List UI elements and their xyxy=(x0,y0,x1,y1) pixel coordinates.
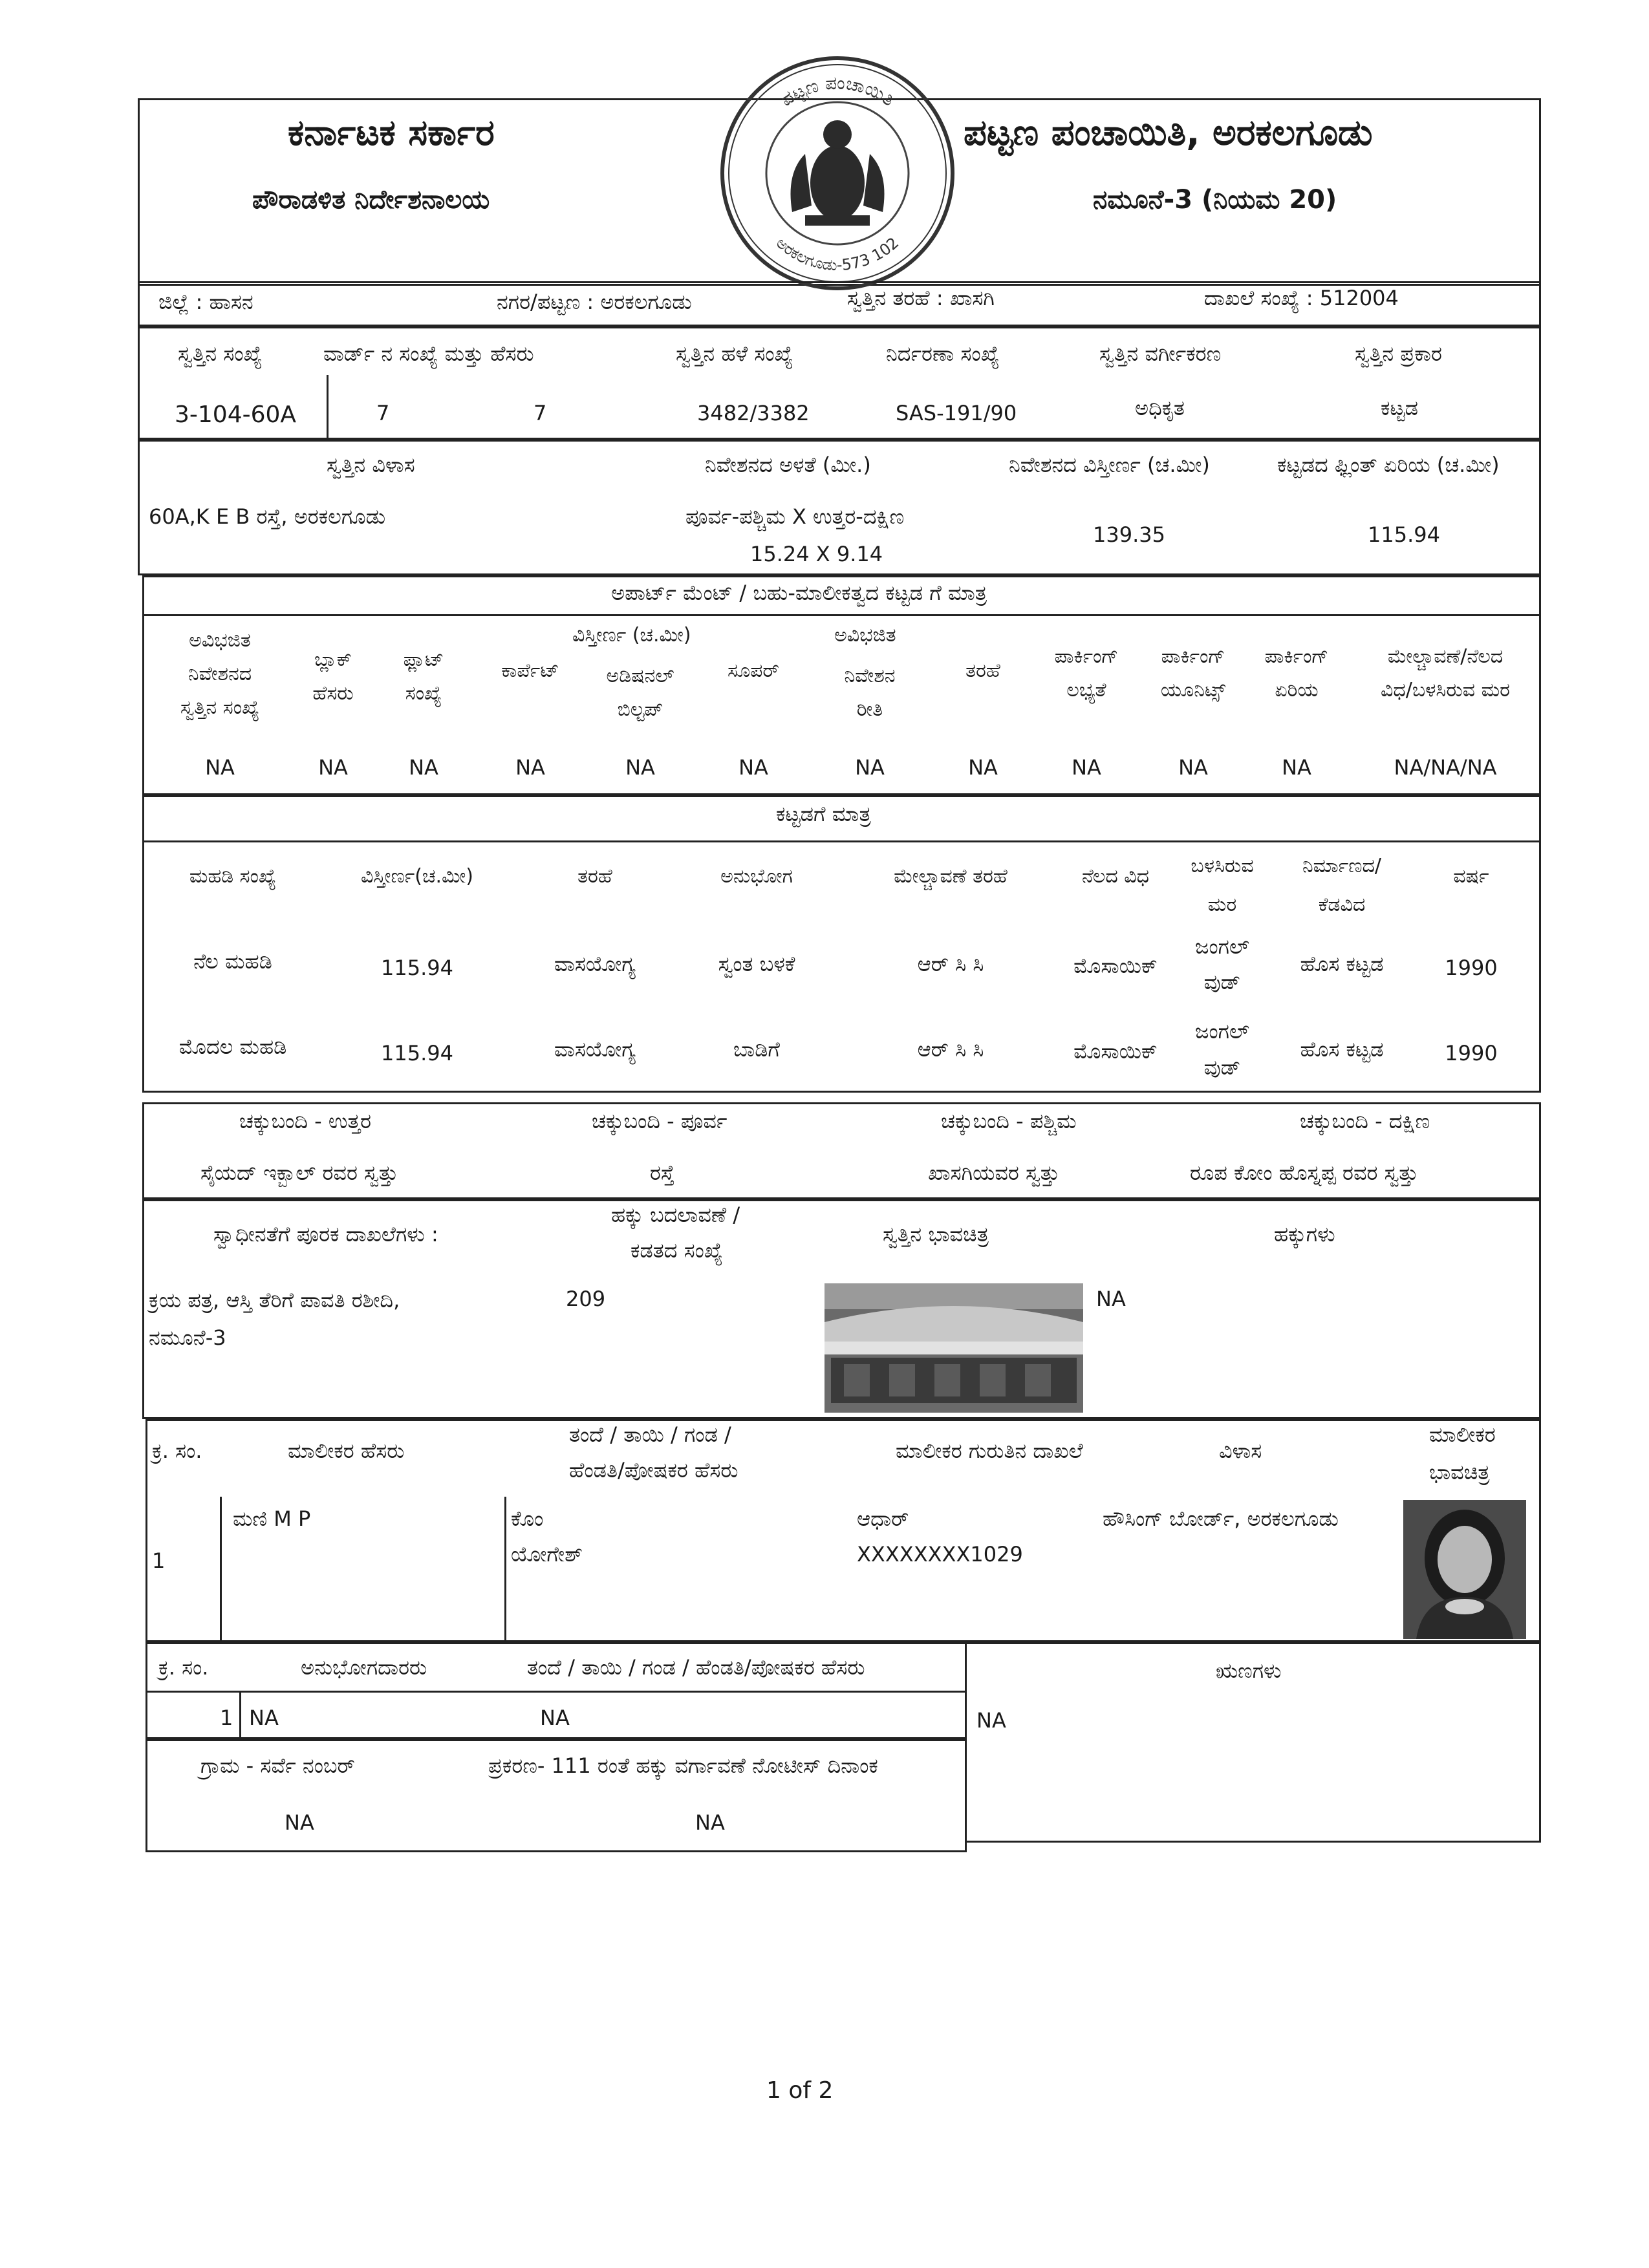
classification-value: ಅಧಿಕೃತ xyxy=(1135,396,1185,420)
apartment-value: NA xyxy=(205,755,235,780)
owner-name-value: ಮಣಿ M P xyxy=(233,1506,311,1531)
flooring-cell: ಮೊಸಾಯಿಕ್ xyxy=(1073,954,1158,978)
rights-header: ಹಕ್ಕುಗಳು xyxy=(1274,1222,1335,1246)
address-value: 60A,K E B ರಸ್ತೆ, ಅರಕಲಗೂಡು xyxy=(149,504,386,529)
divider xyxy=(220,1497,222,1642)
district-field: ಜಿಲ್ಲೆ : ಹಾಸನ xyxy=(158,290,253,314)
owner-sl-header: ಕ್ರ. ಸಂ. xyxy=(152,1439,202,1463)
seal-top-text: ಪಟ್ಟಣ ಪಂಚಾಯಿತಿ xyxy=(776,72,899,111)
owner-address-value: ಹೌಸಿಂಗ್ ಬೋರ್ಡ್, ಅರಕಲಗೂಡು xyxy=(1103,1506,1339,1531)
address-header: ಸ್ವತ್ತಿನ ವಿಳಾಸ xyxy=(327,453,415,477)
divider xyxy=(239,1691,241,1739)
property-number-header: ಸ್ವತ್ತಿನ ಸಂಖ್ಯೆ xyxy=(178,341,263,366)
year-cell: 1990 xyxy=(1445,956,1498,980)
apartment-value: NA xyxy=(318,755,348,780)
apartment-header-parking-units: ಪಾರ್ಕಿಂಗ್ ಯೂನಿಟ್ಸ್ xyxy=(1160,645,1226,701)
apartment-header-flat: ಫ್ಲಾಟ್ ಸಂಖ್ಯೆ xyxy=(403,648,444,705)
occupant-relation-header: ತಂದೆ / ತಾಯಿ / ಗಂಡ / ಹೆಂಡತಿ/ಪೋಷಕರ ಹೆಸರು xyxy=(527,1655,865,1680)
floor-cell: ಮೊದಲ ಮಹಡಿ xyxy=(178,1034,287,1059)
panchayat-title: ಪಟ್ಟಣ ಪಂಚಾಯಿತಿ, ಅರಕಲಗೂಡು xyxy=(964,112,1373,154)
transfer-notice-header: ಪ್ರಕರಣ- 111 ರಂತೆ ಹಕ್ಕು ವರ್ಗಾವಣೆ ನೋಟೀಸ್ ದಿನಾಂಕ xyxy=(488,1753,878,1778)
apartment-value: NA xyxy=(738,755,768,780)
roof-cell: ಆರ್ ಸಿ ಸಿ xyxy=(917,1037,984,1062)
flooring-cell: ಮೊಸಾಯಿಕ್ xyxy=(1073,1039,1158,1064)
seal-bottom-text: ಅರಕಲಗೂಡು-573 102 xyxy=(772,233,903,275)
apartment-header-carpet: ಕಾರ್ಪೆಟ್ xyxy=(501,659,559,682)
divider xyxy=(142,614,1541,616)
property-photo-header: ಸ್ವತ್ತಿನ ಭಾವಚಿತ್ರ xyxy=(883,1222,989,1246)
assessment-number-header: ನಿರ್ದರಣಾ ಸಂಖ್ಯೆ xyxy=(886,341,1000,366)
owner-relation-header: ತಂದೆ / ತಾಯಿ / ಗಂಡ / xyxy=(569,1422,731,1447)
apartment-section-title: ಅಪಾರ್ಟ್ ಮೆಂಟ್ / ಬಹು-ಮಾಲೀಕತ್ವದ ಕಟ್ಟಡ ಗೆ ಮಾತ್ರ xyxy=(611,581,987,605)
area-cell: 115.94 xyxy=(381,1041,453,1065)
dimension-value: 15.24 X 9.14 xyxy=(750,542,883,566)
apartment-value: NA xyxy=(968,755,998,780)
type-cell: ವಾಸಯೋಗ್ಯ xyxy=(554,1037,636,1062)
survey-number-header: ಗ್ರಾಮ - ಸರ್ವೆ ನಂಬರ್ xyxy=(200,1753,355,1778)
building-header-type: ತರಹೆ xyxy=(577,865,612,888)
boundary-south-value: ರೂಪ ಕೋಂ ಹೊಸ್ನಪ್ಪ ರವರ ಸ್ವತ್ತು xyxy=(1190,1161,1419,1185)
building-header-flooring: ನೆಲದ ವಿಧ xyxy=(1081,865,1149,888)
area-group-header: ವಿಸ್ತೀರ್ಣ (ಚ.ಮೀ) xyxy=(572,624,691,647)
owner-relation-value: ಕೊಂ xyxy=(511,1506,544,1531)
apartment-header-additional: ಅಡಿಷನಲ್ ಬಿಲ್ಟಪ್ xyxy=(606,665,674,721)
site-dimension-header: ನಿವೇಶನದ ಅಳತೆ (ಮೀ.) xyxy=(705,453,871,477)
apartment-header-parking-area: ಪಾರ್ಕಿಂಗ್ ಏರಿಯ xyxy=(1264,645,1329,701)
owner-photo-header: ಭಾವಚಿತ್ರ xyxy=(1429,1460,1490,1484)
apartment-header-roof-floor: ಮೇಲ್ಚಾವಣೆ/ನೆಲದ ವಿಧ/ಬಳಸಿರುವ ಮರ xyxy=(1381,645,1510,701)
property-type-field: ಸ್ವತ್ತಿನ ತರಹೆ : ಖಾಸಗಿ xyxy=(847,286,995,310)
town-field: ನಗರ/ಪಟ್ಟಣ : ಅರಕಲಗೂಡು xyxy=(497,290,692,314)
record-number-field: ದಾಖಲೆ ಸಂಖ್ಯೆ : 512004 xyxy=(1204,286,1399,310)
right-change-header: ಹಕ್ಕು ಬದಲಾವಣೆ / xyxy=(611,1203,740,1227)
rights-value: NA xyxy=(1096,1287,1126,1311)
occupant-sl-header: ಕ್ರ. ಸಂ. xyxy=(158,1655,209,1680)
liabilities-header: ಋಣಗಳು xyxy=(1216,1658,1282,1683)
transfer-notice-value: NA xyxy=(695,1810,725,1835)
boundary-north-header: ಚಕ್ಕುಬಂದಿ - ಉತ್ತರ xyxy=(239,1109,372,1133)
file-number-header: ಕಡತದ ಸಂಖ್ಯೆ xyxy=(630,1238,723,1263)
building-header-usage: ಅನುಭೋಗ xyxy=(720,865,793,888)
boundary-south-header: ಚಕ್ಕುಬಂದಿ - ದಕ್ಷಿಣ xyxy=(1300,1109,1430,1133)
wood-cell: ಜಂಗಲ್ xyxy=(1194,1019,1250,1043)
roof-cell: ಆರ್ ಸಿ ಸಿ xyxy=(917,952,984,976)
owner-address-header: ವಿಳಾಸ xyxy=(1219,1439,1262,1463)
building-header-area: ವಿಸ್ತೀರ್ಣ(ಚ.ಮೀ) xyxy=(360,865,474,888)
apartment-value: NA xyxy=(515,755,545,780)
owner-relation-value: ಯೋಗೇಶ್ xyxy=(511,1542,583,1567)
wood-cell: ವುಡ್ xyxy=(1203,1055,1241,1080)
apartment-value: NA xyxy=(409,755,438,780)
status-cell: ಹೊಸ ಕಟ್ಟಡ xyxy=(1300,1037,1384,1062)
year-cell: 1990 xyxy=(1445,1041,1498,1065)
apartment-header-type: ತರಹೆ xyxy=(965,659,1000,682)
owner-id-type-value: ಆಧಾರ್ xyxy=(857,1506,909,1531)
property-number-value: 3-104-60A xyxy=(175,401,297,428)
supporting-documents-value: ಕ್ರಯ ಪತ್ರ, ಆಸ್ತಿ ತೆರಿಗೆ ಪಾವತಿ ರಶೀದಿ, xyxy=(149,1288,400,1312)
usage-cell: ಬಾಡಿಗೆ xyxy=(733,1037,780,1062)
directorate-subtitle: ಪೌರಾಡಳಿತ ನಿರ್ದೇಶನಾಲಯ xyxy=(252,185,490,215)
area-cell: 115.94 xyxy=(381,956,453,980)
ward-header: ವಾರ್ಡ್ ನ ಸಂಖ್ಯೆ ಮತ್ತು ಹೆಸರು xyxy=(323,341,534,366)
supporting-documents-value: ನಮೂನೆ-3 xyxy=(149,1325,226,1350)
site-area-value: 139.35 xyxy=(1093,522,1165,547)
plinth-area-value: 115.94 xyxy=(1368,522,1440,547)
owner-photo xyxy=(1403,1500,1526,1639)
owner-relation-header: ಹೆಂಡತಿ/ಪೋಷಕರ ಹೆಸರು xyxy=(569,1458,738,1482)
building-header-construction: ನಿರ್ಮಾಣದ/ ಕೆಡವಿದ xyxy=(1302,855,1382,916)
old-number-value: 3482/3382 xyxy=(697,401,810,425)
floor-cell: ನೆಲ ಮಹಡಿ xyxy=(193,949,272,974)
building-header-roof: ಮೇಲ್ಚಾವಣೆ ತರಹೆ xyxy=(894,865,1008,888)
state-emblem-icon xyxy=(791,120,885,226)
building-header-year: ವರ್ಷ xyxy=(1453,865,1489,888)
undivided-group-header: ಅವಿಭಜಿತ xyxy=(834,624,896,647)
apartment-header-parking-availability: ಪಾರ್ಕಿಂಗ್ ಲಭ್ಯತೆ xyxy=(1054,645,1119,701)
site-area-header: ನಿವೇಶನದ ವಿಸ್ತೀರ್ಣ (ಚ.ಮೀ) xyxy=(1009,453,1210,477)
old-number-header: ಸ್ವತ್ತಿನ ಹಳೆ ಸಂಖ್ಯೆ xyxy=(676,341,793,366)
apartment-value: NA/NA/NA xyxy=(1394,755,1497,780)
apartment-value: NA xyxy=(1282,755,1311,780)
form-number: ನಮೂನೆ-3 (ನಿಯಮ 20) xyxy=(1093,185,1337,215)
divider xyxy=(504,1497,506,1642)
dimension-label: ಪೂರ್ವ-ಪಶ್ಚಿಮ X ಉತ್ತರ-ದಕ್ಷಿಣ xyxy=(685,504,905,529)
boundary-east-header: ಚಕ್ಕುಬಂದಿ - ಪೂರ್ವ xyxy=(592,1109,727,1133)
apartment-header-block: ಬ್ಲಾಕ್ ಹೆಸರು xyxy=(312,648,354,705)
official-seal xyxy=(715,50,960,296)
occupant-name-value: NA xyxy=(249,1706,279,1730)
divider xyxy=(327,375,329,440)
government-title: ಕರ್ನಾಟಕ ಸರ್ಕಾರ xyxy=(288,112,495,154)
supporting-documents-header: ಸ್ವಾಧೀನತೆಗೆ ಪೂರಕ ದಾಖಲೆಗಳು : xyxy=(213,1222,438,1246)
building-header-wood: ಬಳಸಿರುವ ಮರ xyxy=(1191,855,1254,916)
divider xyxy=(142,840,1541,842)
owner-photo-header: ಮಾಲೀಕರ xyxy=(1429,1422,1496,1447)
wood-cell: ಜಂಗಲ್ xyxy=(1194,934,1250,959)
wood-cell: ವುಡ್ xyxy=(1203,970,1241,994)
assessment-number-value: SAS-191/90 xyxy=(896,401,1017,425)
apartment-header-super: ಸೂಪರ್ xyxy=(727,659,779,682)
classification-header: ಸ್ವತ್ತಿನ ವರ್ಗೀಕರಣ xyxy=(1099,341,1222,366)
owner-id-header: ಮಾಲೀಕರ ಗುರುತಿನ ದಾಖಲೆ xyxy=(896,1439,1083,1463)
apartment-value: NA xyxy=(855,755,885,780)
building-section-title: ಕಟ್ಟಡಗೆ ಮಾತ್ರ xyxy=(776,802,871,826)
apartment-header-undivided-site: ಅವಿಭಜಿತ ನಿವೇಶನದ ಸ್ವತ್ತಿನ ಸಂಖ್ಯೆ xyxy=(180,629,260,719)
apartment-value: NA xyxy=(1178,755,1208,780)
survey-number-value: NA xyxy=(285,1810,314,1835)
page-number: 1 of 2 xyxy=(766,2077,834,2104)
building-header-floor: ಮಹಡಿ ಸಂಖ್ಯೆ xyxy=(189,865,277,888)
property-photo xyxy=(824,1283,1083,1413)
owner-sl-value: 1 xyxy=(152,1548,166,1573)
property-kind-header: ಸ್ವತ್ತಿನ ಪ್ರಕಾರ xyxy=(1355,341,1442,366)
apartment-header-site-manner: ನಿವೇಶನ ರೀತಿ xyxy=(844,665,896,721)
file-number-value: 209 xyxy=(566,1287,606,1311)
boundary-north-value: ಸೈಯದ್ ಇಕ್ಬಾಲ್ ರವರ ಸ್ವತ್ತು xyxy=(200,1161,398,1185)
occupant-name-header: ಅನುಭೋಗದಾರರು xyxy=(301,1655,427,1680)
occupant-sl-value: 1 xyxy=(220,1706,233,1730)
plinth-area-header: ಕಟ್ಟಡದ ಫ್ಲಿಂತ್ ಏರಿಯ (ಚ.ಮೀ) xyxy=(1277,453,1500,477)
ward-number-value: 7 xyxy=(376,401,390,425)
boundary-west-value: ಖಾಸಗಿಯವರ ಸ್ವತ್ತು xyxy=(928,1161,1060,1185)
status-cell: ಹೊಸ ಕಟ್ಟಡ xyxy=(1300,952,1384,976)
apartment-value: NA xyxy=(1072,755,1101,780)
ward-name-value: 7 xyxy=(534,401,547,425)
apartment-value: NA xyxy=(625,755,655,780)
divider xyxy=(146,1691,967,1693)
owner-name-header: ಮಾಲೀಕರ ಹೆಸರು xyxy=(288,1439,405,1463)
liabilities-value: NA xyxy=(976,1708,1006,1733)
property-kind-value: ಕಟ್ಟಡ xyxy=(1381,396,1418,420)
boundary-west-header: ಚಕ್ಕುಬಂದಿ - ಪಶ್ಚಿಮ xyxy=(941,1109,1077,1133)
owner-id-number-value: XXXXXXXX1029 xyxy=(857,1542,1023,1567)
boundary-east-value: ರಸ್ತೆ xyxy=(650,1161,674,1185)
occupant-relation-value: NA xyxy=(540,1706,570,1730)
usage-cell: ಸ್ವಂತ ಬಳಕೆ xyxy=(718,952,795,976)
type-cell: ವಾಸಯೋಗ್ಯ xyxy=(554,952,636,976)
